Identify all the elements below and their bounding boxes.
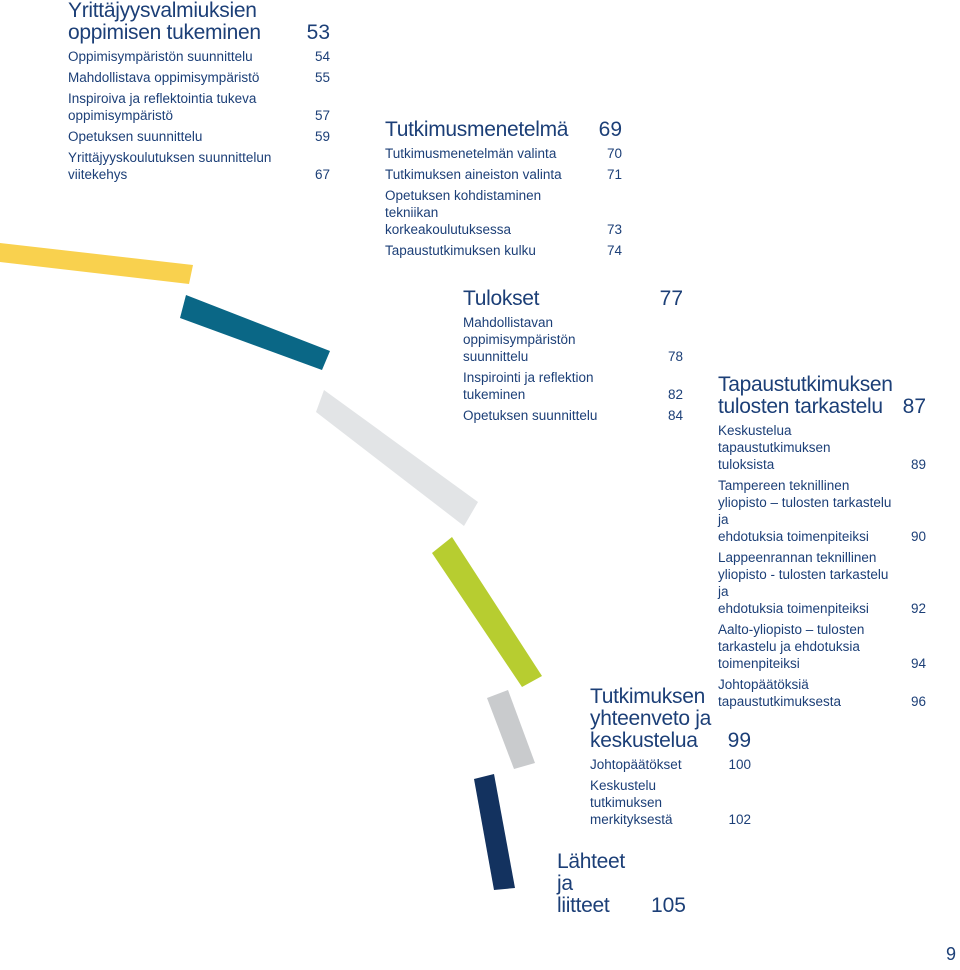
entry-list [68, 48, 330, 183]
section-heading: Lähteet ja liitteet [557, 850, 625, 917]
section-heading: Tutkimuksen yhteenveto ja keskustelua [590, 685, 712, 752]
entry-title: Tampereen teknillinen yliopisto – tulosten tarkastelu ja ehdotuksia toimenpiteiksi [718, 478, 892, 544]
section-heading-row[interactable] [557, 851, 686, 917]
entry-page: 92 [910, 601, 926, 616]
arc-segment-light-gray [316, 390, 478, 526]
toc-section-2 [385, 119, 622, 259]
toc-entry[interactable] [385, 242, 622, 259]
arc-segment-teal [180, 295, 330, 370]
entry-title: Mahdollistavan oppimisympäristön suunnittelu [463, 315, 576, 364]
entry-title: Inspirointi ja reflektion tukeminen [463, 370, 594, 402]
arc-segment-gray [487, 690, 535, 769]
entry-title: Opetuksen kohdistaminen tekniikan korkeakoulutuksessa [385, 188, 542, 237]
entry-page: 55 [314, 70, 330, 85]
toc-section-4 [718, 374, 926, 710]
entry-title: Tapaustutkimuksen kulku [385, 243, 536, 258]
section-heading: Tulokset [463, 287, 540, 310]
entry-title: Keskustelua tapaustutkimuksen tuloksista [718, 423, 831, 472]
section-heading-row[interactable] [718, 374, 926, 418]
entry-title: Tutkimuksen aineiston valinta [385, 167, 562, 182]
entry-title: Aalto-yliopisto – tulosten tarkastelu ja ehdotuksia toimenpiteiksi [718, 622, 865, 671]
toc-entry[interactable] [385, 187, 622, 238]
entry-title: Inspiroiva ja reflektointia tukeva oppimisympäristö [68, 91, 257, 123]
entry-title: Opetuksen suunnittelu [68, 129, 203, 144]
entry-page: 84 [667, 408, 683, 423]
arc-segment-navy [474, 774, 515, 890]
toc-section-3 [463, 288, 683, 424]
entry-page: 67 [314, 167, 330, 182]
toc-entry[interactable] [718, 422, 926, 473]
entry-title: Johtopäätökset [590, 757, 682, 772]
toc-entry[interactable] [590, 756, 751, 773]
entry-page: 73 [606, 222, 622, 237]
entry-list [718, 422, 926, 710]
section-heading: Yrittäjyysvalmiuksien oppimisen tukeminen [68, 0, 261, 44]
toc-entry[interactable] [68, 69, 330, 86]
entry-page: 100 [728, 757, 751, 772]
toc-entry[interactable] [463, 407, 683, 424]
section-page-number: 87 [902, 395, 927, 418]
section-page-number: 99 [727, 729, 751, 752]
entry-list [463, 314, 683, 424]
section-heading: Tutkimusmenetelmä [385, 118, 569, 141]
toc-entry[interactable] [68, 128, 330, 145]
toc-entry[interactable] [385, 145, 622, 162]
entry-page: 94 [910, 656, 926, 671]
entry-title: Oppimisympäristön suunnittelu [68, 49, 253, 64]
entry-page: 71 [606, 167, 622, 182]
toc-entry[interactable] [718, 621, 926, 672]
entry-title: Lappeenrannan teknillinen yliopisto - tulosten tarkastelu ja ehdotuksia toimenpiteiksi [718, 550, 889, 616]
entry-page: 54 [314, 49, 330, 64]
entry-page: 90 [910, 529, 926, 544]
section-heading-row[interactable] [590, 686, 751, 752]
entry-page: 82 [667, 387, 683, 402]
entry-page: 78 [667, 349, 683, 364]
toc-entry[interactable] [463, 369, 683, 403]
section-heading-row[interactable] [385, 119, 622, 141]
toc-section-1 [68, 0, 330, 183]
toc-section-5 [590, 686, 751, 828]
arc-segment-yellow [0, 243, 193, 284]
toc-entry[interactable] [463, 314, 683, 365]
entry-title: Mahdollistava oppimisympäristö [68, 70, 260, 85]
toc-entry[interactable] [68, 149, 330, 183]
toc-entry[interactable] [590, 777, 751, 828]
entry-title: Keskustelu tutkimuksen merkityksestä [590, 778, 673, 827]
entry-page: 89 [910, 457, 926, 472]
entry-page: 70 [606, 146, 622, 161]
entry-page: 102 [728, 812, 751, 827]
toc-entry[interactable] [718, 549, 926, 617]
entry-list [385, 145, 622, 259]
entry-page: 59 [314, 129, 330, 144]
arc-segment-lime [432, 537, 542, 687]
entry-title: Yrittäjyyskoulutuksen suunnittelun viitekehys [68, 150, 272, 182]
entry-page: 74 [606, 243, 622, 258]
page-number: 9 [946, 944, 957, 964]
section-page-number: 69 [598, 118, 622, 141]
entry-title: Tutkimusmenetelmän valinta [385, 146, 557, 161]
toc-entry[interactable] [718, 477, 926, 545]
section-heading-row[interactable] [68, 0, 330, 44]
toc-entry[interactable] [385, 166, 622, 183]
section-heading: Tapaustutkimuksen tulosten tarkastelu [718, 373, 893, 418]
entry-page: 57 [314, 108, 330, 123]
toc-entry[interactable] [68, 90, 330, 124]
toc-section-6 [557, 851, 686, 917]
section-page-number: 53 [306, 21, 330, 44]
entry-page: 96 [910, 694, 926, 709]
entry-title: Johtopäätöksiä tapaustutkimuksesta [718, 677, 842, 709]
section-heading-row[interactable] [463, 288, 683, 310]
entry-list [590, 756, 751, 828]
section-page-number: 105 [650, 894, 686, 917]
toc-entry[interactable] [68, 48, 330, 65]
entry-title: Opetuksen suunnittelu [463, 408, 598, 423]
section-page-number: 77 [659, 287, 683, 310]
